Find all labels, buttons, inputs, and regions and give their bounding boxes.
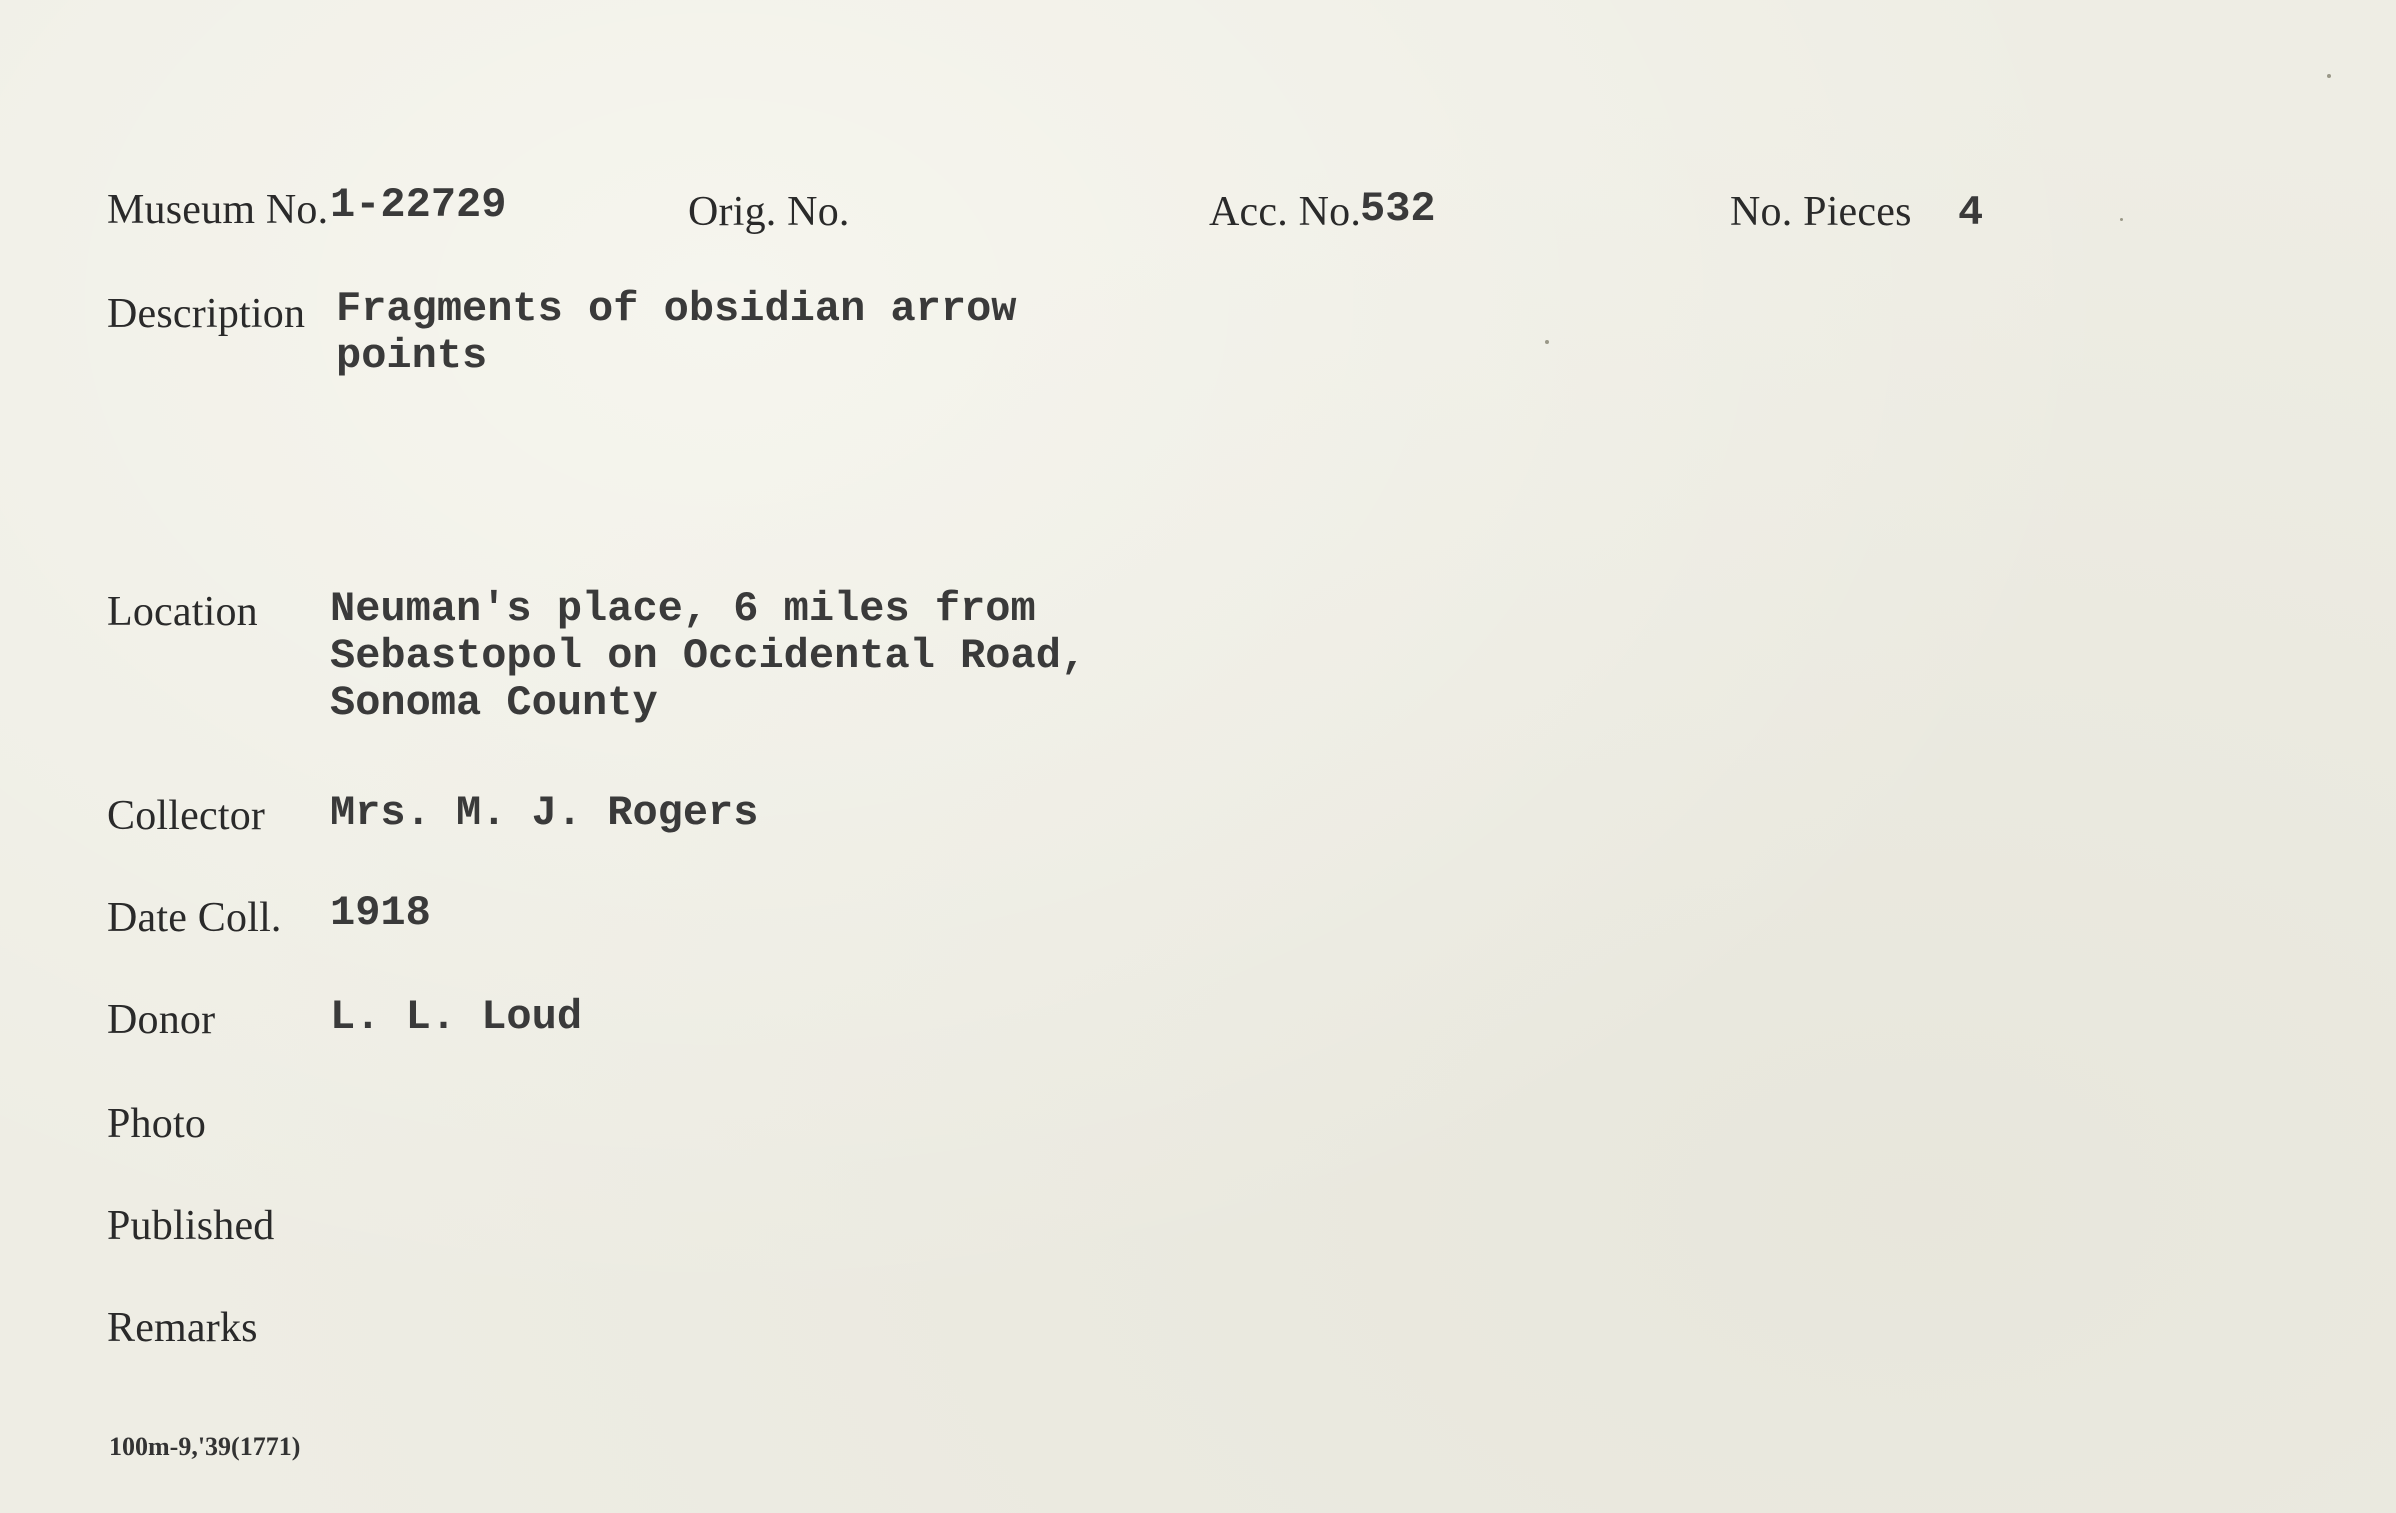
acc-no-label: Acc. No. [1209,189,1362,235]
paper-speck [2327,74,2331,78]
museum-no-value: 1-22729 [330,181,507,229]
photo-label: Photo [107,1101,207,1147]
paper-speck [2120,218,2123,221]
location-line: Neuman's place, 6 miles from [330,585,1036,633]
no-pieces-value: 4 [1958,189,1984,237]
description-label: Description [107,291,306,337]
collector-value: Mrs. M. J. Rogers [330,789,759,837]
description-value [336,286,1017,380]
paper-speck [1545,340,1549,344]
print-code: 100m-9,'39(1771) [109,1432,301,1461]
orig-no-label: Orig. No. [688,189,850,235]
museum-no-label: Museum No. [107,187,329,233]
location-label: Location [107,589,258,635]
description-line: points [336,332,488,380]
acc-no-value: 532 [1360,185,1436,233]
location-line: Sonoma County [330,679,658,727]
location-value [330,586,1086,727]
remarks-label: Remarks [107,1305,258,1351]
collector-label: Collector [107,793,266,839]
no-pieces-label: No. Pieces [1730,189,1912,235]
published-label: Published [107,1203,275,1249]
donor-label: Donor [107,997,216,1043]
description-line: Fragments of obsidian arrow [336,285,1017,333]
donor-value: L. L. Loud [330,993,583,1041]
date-coll-value: 1918 [330,889,431,937]
location-line: Sebastopol on Occidental Road, [330,632,1087,680]
date-coll-label: Date Coll. [107,895,282,941]
